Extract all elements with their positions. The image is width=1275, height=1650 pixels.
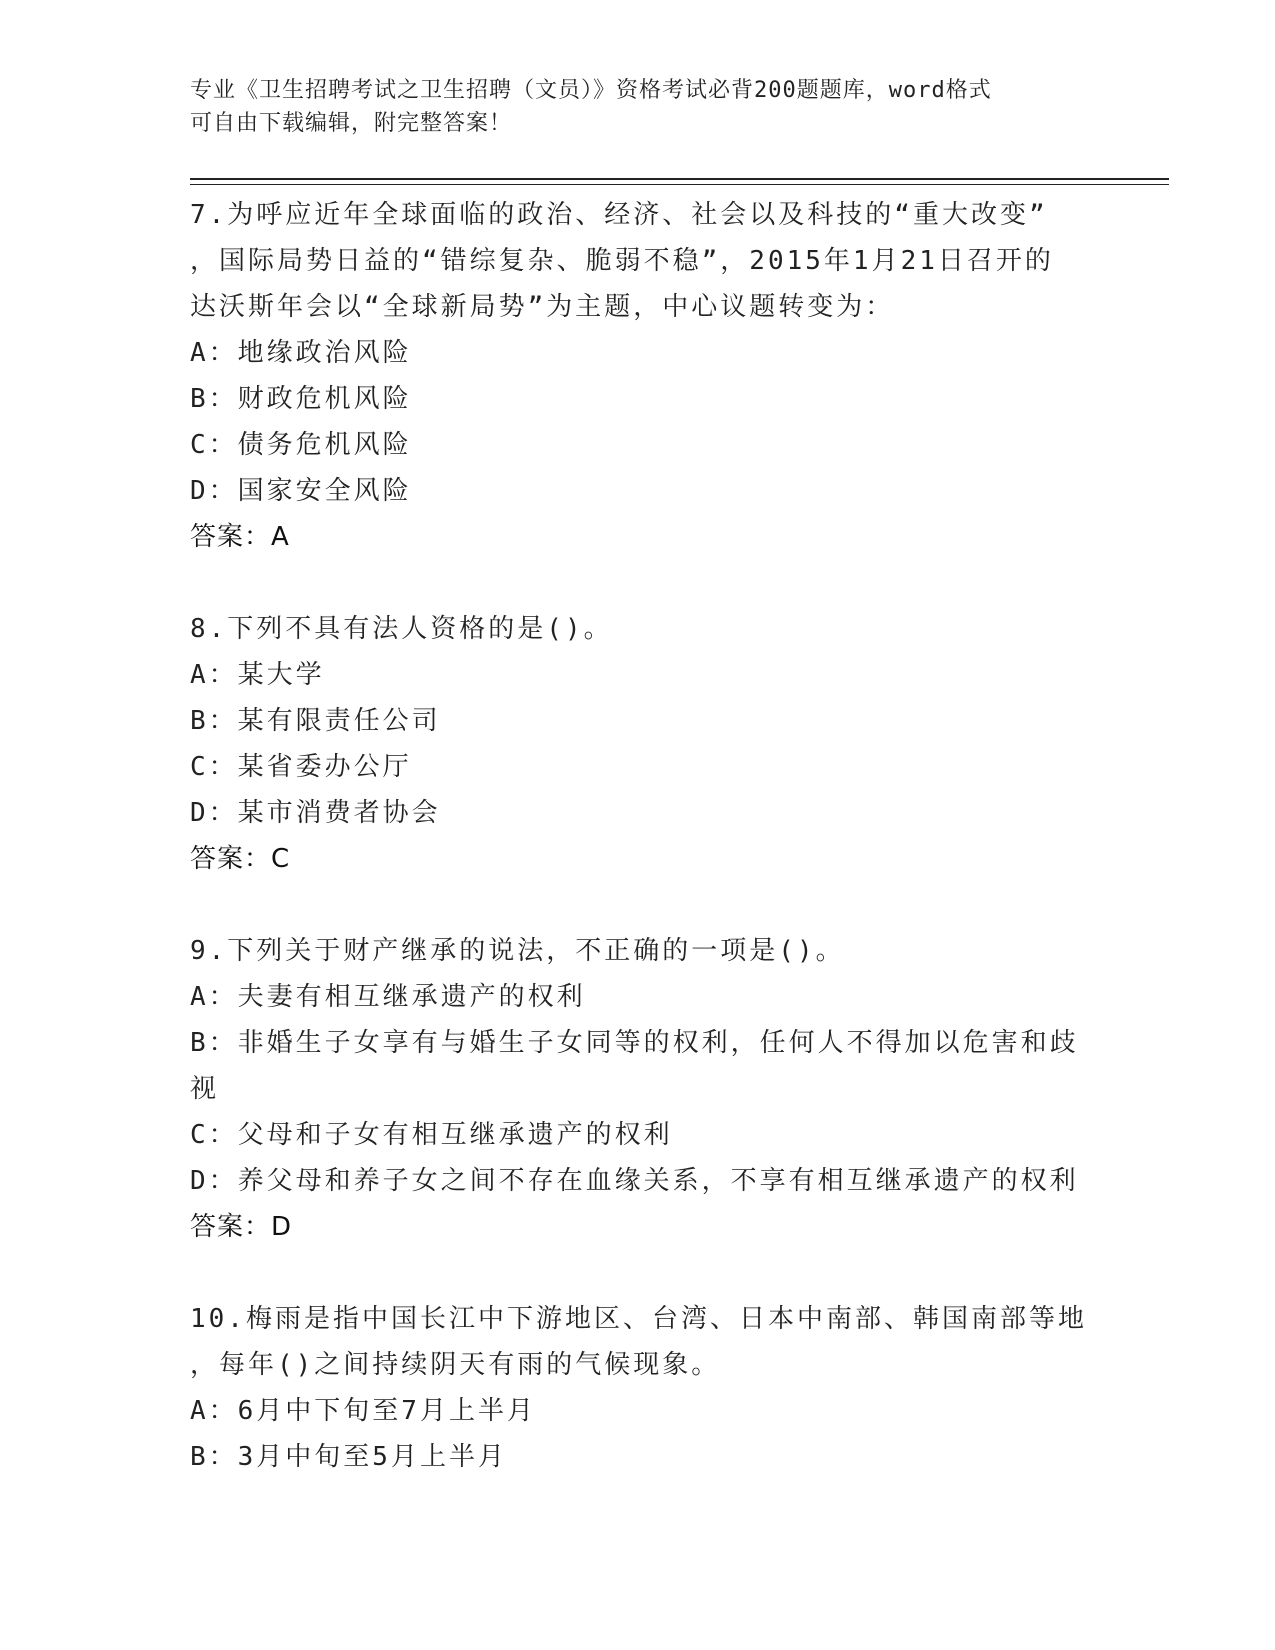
option-b: B：非婚生子女享有与婚生子女同等的权利，任何人不得加以危害和歧 [190, 1028, 1079, 1058]
option-c: C：债务危机风险 [190, 430, 412, 460]
option-b: B：3月中旬至5月上半月 [190, 1442, 507, 1472]
question-stem-line: 10.梅雨是指中国长江中下游地区、台湾、日本中南部、韩国南部等地 [190, 1304, 1087, 1334]
option-d: D：某市消费者协会 [190, 798, 441, 828]
option-b: B：财政危机风险 [190, 384, 412, 414]
question-7 [190, 192, 1100, 560]
header-divider-thick [190, 178, 1169, 180]
header-line-2: 可自由下载编辑，附完整答案！ [190, 111, 513, 136]
answer-text: 答案：D [190, 1212, 293, 1242]
header-divider-thin [190, 184, 1169, 185]
question-stem-line: 7.为呼应近年全球面临的政治、经济、社会以及科技的“重大改变” [190, 200, 1048, 230]
header-line-1: 专业《卫生招聘考试之卫生招聘（文员）》资格考试必背200题题库，word格式 [190, 78, 992, 103]
answer-text: 答案：A [190, 522, 290, 552]
option-d: D：国家安全风险 [190, 476, 412, 506]
question-list [190, 192, 1100, 1526]
option-a: A：夫妻有相互继承遗产的权利 [190, 982, 586, 1012]
question-9 [190, 928, 1100, 1250]
question-10 [190, 1296, 1100, 1480]
question-stem-line: ，国际局势日益的“错综复杂、脆弱不稳”，2015年1月21日召开的 [190, 246, 1054, 276]
document-header [190, 74, 1090, 140]
option-a: A：地缘政治风险 [190, 338, 412, 368]
option-b-continued: 视 [190, 1074, 220, 1104]
option-c: C：父母和子女有相互继承遗产的权利 [190, 1120, 673, 1150]
answer-text: 答案：C [190, 844, 291, 874]
option-b: B：某有限责任公司 [190, 706, 441, 736]
question-stem-line: 达沃斯年会以“全球新局势”为主题，中心议题转变为： [190, 292, 895, 322]
option-a: A：某大学 [190, 660, 325, 690]
question-8 [190, 606, 1100, 882]
option-c: C：某省委办公厅 [190, 752, 412, 782]
question-stem-line: ，每年()之间持续阴天有雨的气候现象。 [190, 1350, 721, 1380]
option-a: A：6月中下旬至7月上半月 [190, 1396, 536, 1426]
question-stem-line: 9.下列关于财产继承的说法，不正确的一项是()。 [190, 936, 845, 966]
question-stem-line: 8.下列不具有法人资格的是()。 [190, 614, 613, 644]
option-d: D：养父母和养子女之间不存在血缘关系，不享有相互继承遗产的权利 [190, 1166, 1079, 1196]
